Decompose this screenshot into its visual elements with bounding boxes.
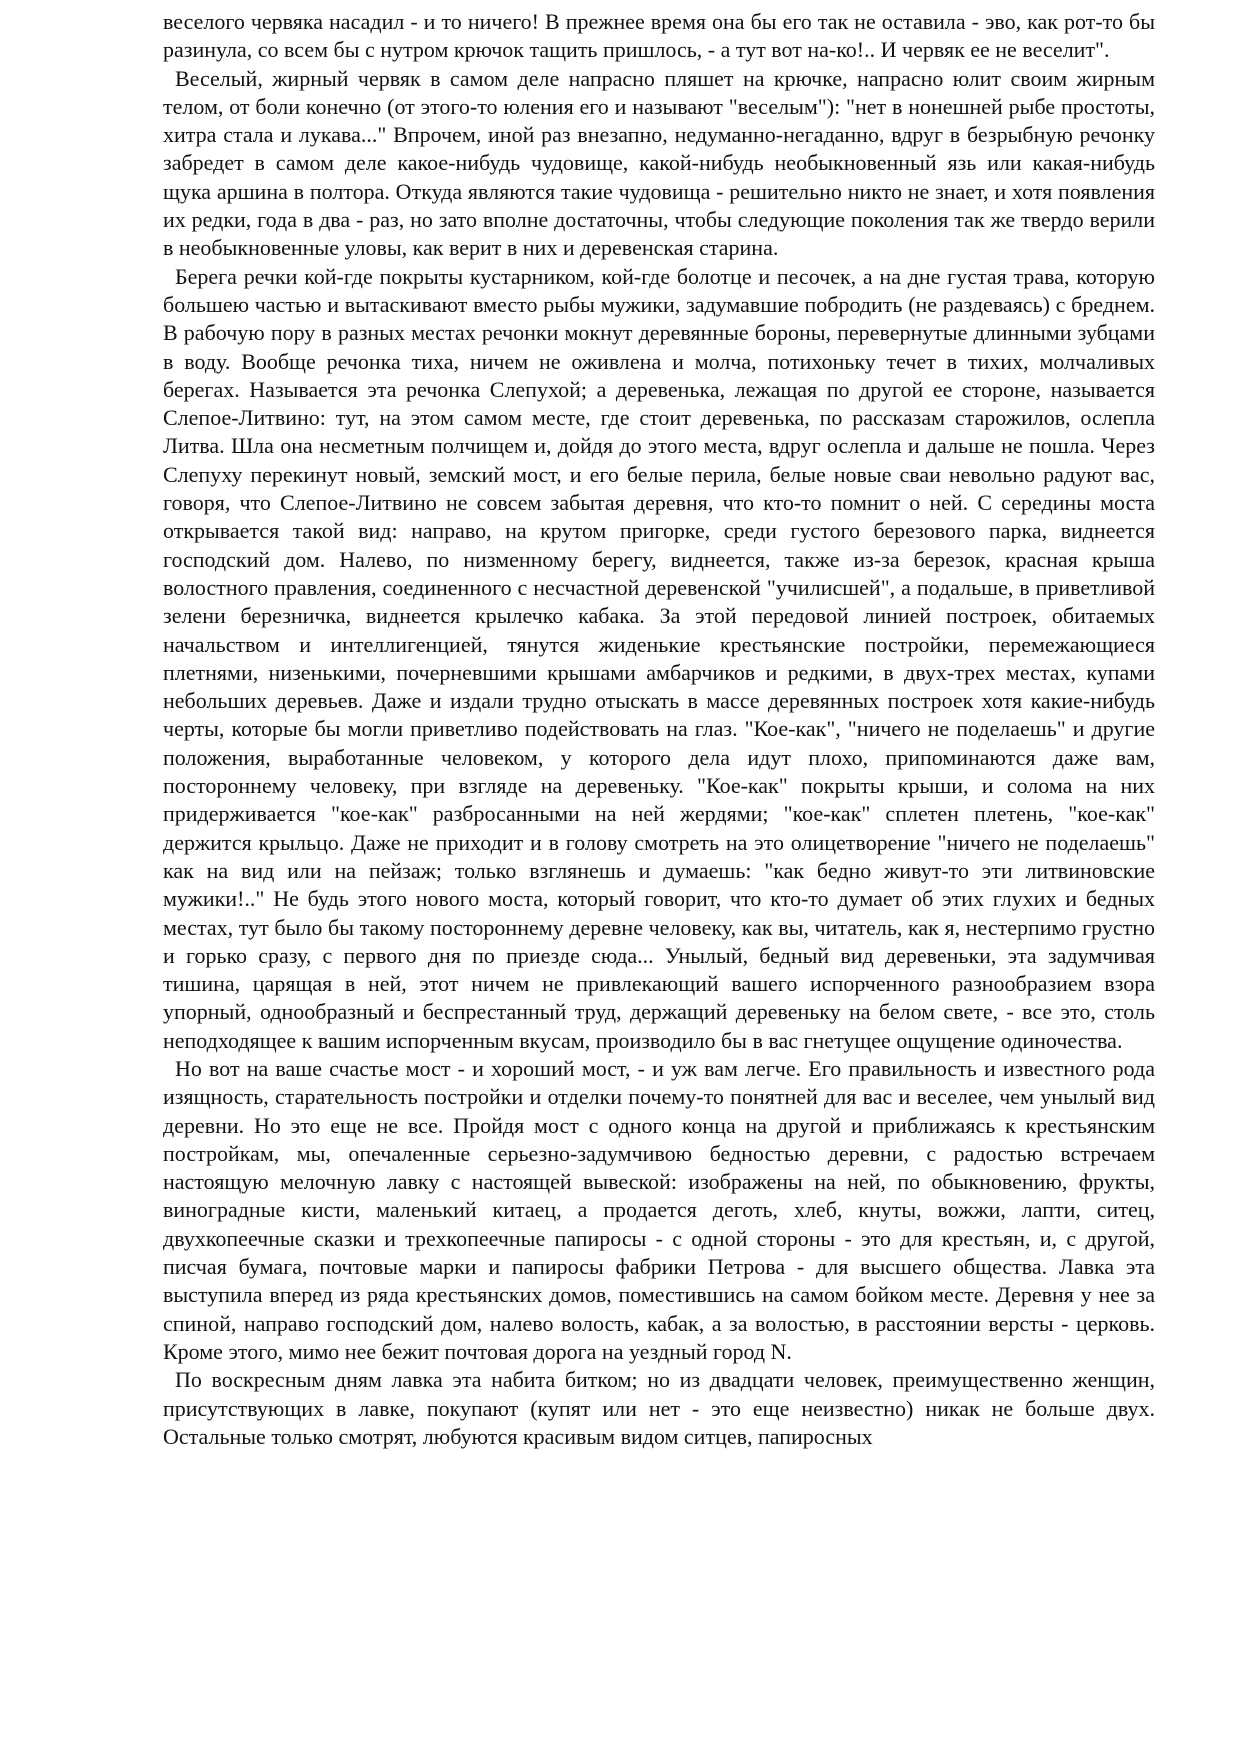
paragraph-2: Веселый, жирный червяк в самом деле напрасно пляшет на крючке, напрасно юлит своим жирным телом, от боли конечно (от этого-то юления его и называют "веселым"): "нет в нонешней рыбе простоты, хитра стала и лукава..." Впрочем, иной раз внезапно, недуманно-негаданно, вдруг в безрыбную речонку забредет в самом деле какое-нибудь чудовище, какой-нибудь необыкновенный язь или какая-нибудь щука аршина в полтора. Откуда являются такие чудовища - решительно никто не знает, и хотя появления их редки, года в два - раз, но зато вполне достаточны, чтобы следующие поколения так же твердо верили в необыкновенные уловы, как верит в них и деревенская старина. <box>163 65 1155 261</box>
paragraph-3: Берега речки кой-где покрыты кустарником, кой-где болотце и песочек, а на дне густая трава, которую большею частью и вытаскивают вместо рыбы мужики, задумавшие побродить (не раздеваясь) с бреднем. В рабочую пору в разных местах речонки мокнут деревянные бороны, перевернутые длинными зубцами в воду. Вообще речонка тиха, ничем не оживлена и молча, потихоньку течет в тихих, молчаливых берегах. Называется эта речонка Слепухой; а деревенька, лежащая по другой ее стороне, называется Слепое-Литвино: тут, на этом самом месте, где стоит деревенька, по рассказам старожилов, ослепла Литва. Шла она несметным полчищем и, дойдя до этого места, вдруг ослепла и дальше не пошла. Через Слепуху перекинут новый, земский мост, и его белые перила, белые новые сваи невольно радуют вас, говоря, что Слепое-Литвино не совсем забытая деревня, что кто-то помнит о ней. С середины моста открывается такой вид: направо, на крутом пригорке, среди густого березового парка, виднеется господский дом. Налево, по низменному берегу, виднеется, также из-за березок, красная крыша волостного правления, соединенного с несчастной деревенской "училисшей", а подальше, в приветливой зелени березничка, виднеется крылечко кабака. За этой передовой линией построек, обитаемых начальством и интеллигенцией, тянутся жиденькие крестьянские постройки, перемежающиеся плетнями, низенькими, почерневшими крышами амбарчиков и редкими, в двух-трех местах, купами небольших деревьев. Даже и издали трудно отыскать в массе деревянных построек хотя какие-нибудь черты, которые бы могли приветливо подействовать на глаз. "Кое-как", "ничего не поделаешь" и другие положения, выработанные человеком, у которого дела идут плохо, припоминаются даже вам, постороннему человеку, при взгляде на деревеньку. "Кое-как" покрыты крыши, и солома на них придерживается "кое-как" разбросанными на ней жердями; "кое-как" сплетен плетень, "кое-как" держится крыльцо. Даже не приходит и в голову смотреть на это олицетворение "ничего не поделаешь" как на вид или на пейзаж; только взглянешь и думаешь: "как бедно живут-то эти литвиновские мужики!.." Не будь этого нового моста, который говорит, что кто-то думает об этих глухих и бедных местах, тут было бы такому постороннему деревне человеку, как вы, читатель, как я, нестерпимо грустно и горько сразу, с первого дня по приезде сюда... Унылый, бедный вид деревеньки, эта задумчивая тишина, царящая в ней, этот ничем не привлекающий вашего испорченного разнообразием взора упорный, однообразный и беспрестанный труд, держащий деревеньку на белом свете, - все это, столь неподходящее к вашим испорченным вкусам, производило бы в вас гнетущее ощущение одиночества. <box>163 263 1155 1053</box>
document-page <box>163 8 1155 1451</box>
paragraph-5: По воскресным дням лавка эта набита битком; но из двадцати человек, преимущественно женщин, присутствующих в лавке, покупают (купят или нет - это еще неизвестно) никак не больше двух. Остальные только смотрят, любуются красивым видом ситцев, папиросных <box>163 1367 1155 1449</box>
paragraph-4: Но вот на ваше счастье мост - и хороший мост, - и уж вам легче. Его правильность и известного рода изящность, старательность постройки и отделки почему-то понятней для вас и веселее, чем унылый вид деревни. Но это еще не все. Пройдя мост с одного конца на другой и приближаясь к крестьянским постройкам, мы, опечаленные серьезно-задумчивою бедностью деревни, с радостью встречаем настоящую мелочную лавку с настоящей вывеской: изображены на ней, по обыкновению, фрукты, виноградные кисти, маленький китаец, а продается деготь, хлеб, кнуты, вожжи, лапти, ситец, двухкопеечные сказки и трехкопеечные папиросы - с одной стороны - это для крестьян, и, с другой, писчая бумага, почтовые марки и папиросы фабрики Петрова - для высшего общества. Лавка эта выступила вперед из ряда крестьянских домов, поместившись на самом бойком месте. Деревня у нее за спиной, направо господский дом, налево волость, кабак, а за волостью, в расстоянии версты - церковь. Кроме этого, мимо нее бежит почтовая дорога на уездный город N. <box>163 1055 1155 1364</box>
paragraph-1: веселого червяка насадил - и то ничего! В прежнее время она бы его так не оставила - эво, как рот-то бы разинула, со всем бы с нутром крючок тащить пришлось, - а тут вот на-ко!.. И червяк ее не веселит". <box>163 9 1155 63</box>
